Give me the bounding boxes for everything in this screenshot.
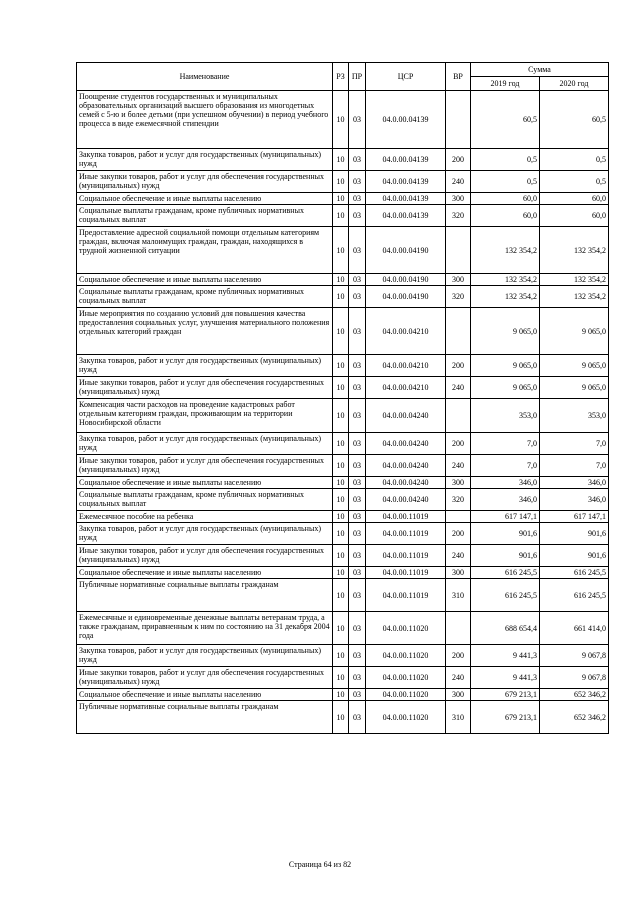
row-rz: 10 [333, 667, 349, 689]
row-name: Закупка товаров, работ и услуг для государственных (муниципальных) нужд [77, 645, 333, 667]
row-pr: 03 [349, 205, 366, 227]
row-sum-2020: 661 414,0 [540, 612, 609, 645]
row-rz: 10 [333, 612, 349, 645]
table-row [77, 205, 609, 227]
row-csr: 04.0.00.04240 [366, 433, 446, 455]
row-sum-2019: 7,0 [471, 455, 540, 477]
row-csr: 04.0.00.04240 [366, 477, 446, 489]
row-vr: 240 [446, 545, 471, 567]
row-sum-2020: 616 245,5 [540, 567, 609, 579]
row-sum-2020: 132 354,2 [540, 286, 609, 308]
row-csr: 04.0.00.04139 [366, 91, 446, 149]
row-csr: 04.0.00.11020 [366, 612, 446, 645]
table-row [77, 91, 609, 149]
row-csr: 04.0.00.11019 [366, 523, 446, 545]
row-sum-2019: 901,6 [471, 523, 540, 545]
row-vr: 200 [446, 645, 471, 667]
row-sum-2019: 9 441,3 [471, 667, 540, 689]
row-sum-2020: 7,0 [540, 433, 609, 455]
row-csr: 04.0.00.11019 [366, 567, 446, 579]
row-sum-2020: 617 147,1 [540, 511, 609, 523]
row-name: Социальные выплаты гражданам, кроме публичных нормативных социальных выплат [77, 489, 333, 511]
page-number: Страница 64 из 82 [288, 860, 352, 869]
row-sum-2019: 7,0 [471, 433, 540, 455]
row-vr: 240 [446, 455, 471, 477]
row-sum-2020: 652 346,2 [540, 701, 609, 734]
table-row [77, 399, 609, 433]
row-vr [446, 511, 471, 523]
table-row [77, 308, 609, 355]
table-row [77, 274, 609, 286]
row-name: Закупка товаров, работ и услуг для государственных (муниципальных) нужд [77, 355, 333, 377]
row-pr: 03 [349, 511, 366, 523]
row-name: Компенсация части расходов на проведение кадастровых работ отдельным категориям граждан, проживающим на территории Новосибирской области [77, 399, 333, 433]
row-vr: 300 [446, 193, 471, 205]
row-sum-2020: 346,0 [540, 477, 609, 489]
row-name: Социальные выплаты гражданам, кроме публичных нормативных социальных выплат [77, 205, 333, 227]
row-vr: 200 [446, 523, 471, 545]
row-pr: 03 [349, 689, 366, 701]
header-row [77, 63, 609, 77]
row-pr: 03 [349, 701, 366, 734]
row-sum-2019: 617 147,1 [471, 511, 540, 523]
row-sum-2020: 652 346,2 [540, 689, 609, 701]
row-csr: 04.0.00.11020 [366, 645, 446, 667]
row-rz: 10 [333, 579, 349, 612]
row-sum-2019: 346,0 [471, 489, 540, 511]
row-pr: 03 [349, 377, 366, 399]
table-row [77, 667, 609, 689]
header-year-2020: 2020 год [540, 77, 609, 91]
row-sum-2020: 9 065,0 [540, 355, 609, 377]
row-csr: 04.0.00.04139 [366, 193, 446, 205]
row-sum-2020: 346,0 [540, 489, 609, 511]
table-row [77, 377, 609, 399]
row-csr: 04.0.00.04240 [366, 399, 446, 433]
row-sum-2019: 679 213,1 [471, 689, 540, 701]
row-sum-2019: 60,0 [471, 193, 540, 205]
row-rz: 10 [333, 399, 349, 433]
row-pr: 03 [349, 567, 366, 579]
row-sum-2019: 679 213,1 [471, 701, 540, 734]
row-rz: 10 [333, 455, 349, 477]
row-name: Закупка товаров, работ и услуг для государственных (муниципальных) нужд [77, 149, 333, 171]
table-row [77, 433, 609, 455]
row-pr: 03 [349, 579, 366, 612]
table-row [77, 511, 609, 523]
row-rz: 10 [333, 523, 349, 545]
row-sum-2019: 132 354,2 [471, 274, 540, 286]
row-sum-2019: 901,6 [471, 545, 540, 567]
row-rz: 10 [333, 567, 349, 579]
row-pr: 03 [349, 612, 366, 645]
table-row [77, 689, 609, 701]
row-name: Публичные нормативные социальные выплаты гражданам [77, 701, 333, 734]
row-name: Иные закупки товаров, работ и услуг для обеспечения государственных (муниципальных) нужд [77, 455, 333, 477]
row-sum-2020: 9 067,8 [540, 645, 609, 667]
budget-table [76, 62, 609, 734]
row-vr: 300 [446, 567, 471, 579]
row-sum-2019: 0,5 [471, 171, 540, 193]
row-sum-2020: 353,0 [540, 399, 609, 433]
table-row [77, 227, 609, 274]
row-rz: 10 [333, 205, 349, 227]
row-sum-2020: 7,0 [540, 455, 609, 477]
table-row [77, 645, 609, 667]
row-rz: 10 [333, 286, 349, 308]
row-csr: 04.0.00.04190 [366, 286, 446, 308]
row-name: Социальные выплаты гражданам, кроме публичных нормативных социальных выплат [77, 286, 333, 308]
row-sum-2019: 132 354,2 [471, 227, 540, 274]
row-sum-2020: 9 065,0 [540, 308, 609, 355]
table-row [77, 612, 609, 645]
row-csr: 04.0.00.04240 [366, 455, 446, 477]
row-rz: 10 [333, 91, 349, 149]
row-vr: 200 [446, 149, 471, 171]
row-csr: 04.0.00.04139 [366, 205, 446, 227]
header-csr: ЦСР [366, 63, 446, 91]
row-name: Ежемесячные и единовременные денежные выплаты ветеранам труда, а также гражданам, приравненным к ним по состоянию на 31 декабря 2004 года [77, 612, 333, 645]
table-row [77, 286, 609, 308]
table-row [77, 567, 609, 579]
row-vr: 300 [446, 477, 471, 489]
header-rz: РЗ [333, 63, 349, 91]
row-csr: 04.0.00.04210 [366, 377, 446, 399]
row-sum-2020: 60,0 [540, 205, 609, 227]
row-rz: 10 [333, 171, 349, 193]
table-row [77, 355, 609, 377]
row-csr: 04.0.00.11019 [366, 579, 446, 612]
row-rz: 10 [333, 511, 349, 523]
row-vr [446, 91, 471, 149]
row-pr: 03 [349, 399, 366, 433]
row-sum-2019: 9 065,0 [471, 377, 540, 399]
row-csr: 04.0.00.04210 [366, 355, 446, 377]
row-name: Социальное обеспечение и иные выплаты населению [77, 567, 333, 579]
table-row [77, 545, 609, 567]
row-csr: 04.0.00.04210 [366, 308, 446, 355]
header-name: Наименование [77, 63, 333, 91]
row-rz: 10 [333, 377, 349, 399]
table-row [77, 455, 609, 477]
row-name: Социальное обеспечение и иные выплаты населению [77, 274, 333, 286]
row-vr: 320 [446, 286, 471, 308]
row-name: Иные мероприятия по созданию условий для повышения качества предоставления социальных услуг, улучшения материального положения отдельных категорий граждан [77, 308, 333, 355]
header-year-2019: 2019 год [471, 77, 540, 91]
table-row [77, 171, 609, 193]
row-sum-2019: 60,0 [471, 205, 540, 227]
row-sum-2019: 616 245,5 [471, 579, 540, 612]
row-sum-2019: 60,5 [471, 91, 540, 149]
row-csr: 04.0.00.11020 [366, 689, 446, 701]
table-row [77, 579, 609, 612]
row-sum-2019: 0,5 [471, 149, 540, 171]
row-rz: 10 [333, 489, 349, 511]
row-sum-2019: 353,0 [471, 399, 540, 433]
row-csr: 04.0.00.11020 [366, 667, 446, 689]
header-vr: ВР [446, 63, 471, 91]
row-pr: 03 [349, 149, 366, 171]
row-sum-2019: 9 065,0 [471, 355, 540, 377]
row-vr: 300 [446, 274, 471, 286]
row-vr: 320 [446, 489, 471, 511]
header-pr: ПР [349, 63, 366, 91]
table-row [77, 477, 609, 489]
row-sum-2020: 9 065,0 [540, 377, 609, 399]
row-sum-2019: 688 654,4 [471, 612, 540, 645]
row-sum-2020: 0,5 [540, 149, 609, 171]
row-rz: 10 [333, 645, 349, 667]
row-sum-2019: 616 245,5 [471, 567, 540, 579]
row-vr: 300 [446, 689, 471, 701]
row-vr: 240 [446, 667, 471, 689]
row-sum-2020: 132 354,2 [540, 274, 609, 286]
row-vr: 240 [446, 171, 471, 193]
row-vr [446, 612, 471, 645]
row-csr: 04.0.00.04139 [366, 171, 446, 193]
header-sum: Сумма [471, 63, 609, 77]
row-pr: 03 [349, 227, 366, 274]
row-rz: 10 [333, 545, 349, 567]
row-name: Поощрение студентов государственных и муниципальных образовательных организаций высшего образования из многодетных семей с 5-ю и более детьми (при успешном обучении) в период учебного процесса в виде ежемесячной стипендии [77, 91, 333, 149]
row-vr: 320 [446, 205, 471, 227]
row-rz: 10 [333, 689, 349, 701]
row-rz: 10 [333, 701, 349, 734]
row-name: Иные закупки товаров, работ и услуг для обеспечения государственных (муниципальных) нужд [77, 667, 333, 689]
row-rz: 10 [333, 227, 349, 274]
row-vr: 240 [446, 377, 471, 399]
row-pr: 03 [349, 455, 366, 477]
row-name: Закупка товаров, работ и услуг для государственных (муниципальных) нужд [77, 433, 333, 455]
row-sum-2019: 9 441,3 [471, 645, 540, 667]
row-rz: 10 [333, 193, 349, 205]
row-rz: 10 [333, 149, 349, 171]
row-sum-2019: 132 354,2 [471, 286, 540, 308]
table-row [77, 701, 609, 734]
row-rz: 10 [333, 355, 349, 377]
row-csr: 04.0.00.04190 [366, 227, 446, 274]
row-name: Иные закупки товаров, работ и услуг для обеспечения государственных (муниципальных) нужд [77, 171, 333, 193]
row-csr: 04.0.00.04190 [366, 274, 446, 286]
row-pr: 03 [349, 433, 366, 455]
row-csr: 04.0.00.11019 [366, 511, 446, 523]
row-csr: 04.0.00.04240 [366, 489, 446, 511]
row-pr: 03 [349, 193, 366, 205]
row-sum-2020: 0,5 [540, 171, 609, 193]
row-name: Иные закупки товаров, работ и услуг для обеспечения государственных (муниципальных) нужд [77, 545, 333, 567]
row-csr: 04.0.00.11020 [366, 701, 446, 734]
row-pr: 03 [349, 274, 366, 286]
row-vr: 310 [446, 579, 471, 612]
row-pr: 03 [349, 645, 366, 667]
row-pr: 03 [349, 477, 366, 489]
table-row [77, 489, 609, 511]
row-name: Социальное обеспечение и иные выплаты населению [77, 689, 333, 701]
row-name: Публичные нормативные социальные выплаты гражданам [77, 579, 333, 612]
row-pr: 03 [349, 355, 366, 377]
row-vr: 200 [446, 433, 471, 455]
row-sum-2020: 60,0 [540, 193, 609, 205]
row-pr: 03 [349, 308, 366, 355]
row-csr: 04.0.00.11019 [366, 545, 446, 567]
row-name: Предоставление адресной социальной помощи отдельным категориям граждан, включая малоимущих граждан, граждан, находящихся в трудной жизненной ситуации [77, 227, 333, 274]
row-pr: 03 [349, 171, 366, 193]
row-pr: 03 [349, 523, 366, 545]
row-vr [446, 399, 471, 433]
row-pr: 03 [349, 286, 366, 308]
row-name: Социальное обеспечение и иные выплаты населению [77, 193, 333, 205]
table-row [77, 149, 609, 171]
row-sum-2020: 901,6 [540, 523, 609, 545]
row-sum-2020: 9 067,8 [540, 667, 609, 689]
table-row [77, 193, 609, 205]
row-name: Иные закупки товаров, работ и услуг для обеспечения государственных (муниципальных) нужд [77, 377, 333, 399]
row-vr [446, 227, 471, 274]
row-vr: 200 [446, 355, 471, 377]
row-rz: 10 [333, 308, 349, 355]
row-csr: 04.0.00.04139 [366, 149, 446, 171]
row-name: Ежемесячное пособие на ребенка [77, 511, 333, 523]
row-rz: 10 [333, 274, 349, 286]
row-name: Закупка товаров, работ и услуг для государственных (муниципальных) нужд [77, 523, 333, 545]
row-vr: 310 [446, 701, 471, 734]
row-sum-2019: 9 065,0 [471, 308, 540, 355]
row-sum-2020: 616 245,5 [540, 579, 609, 612]
row-pr: 03 [349, 545, 366, 567]
row-pr: 03 [349, 489, 366, 511]
row-sum-2020: 132 354,2 [540, 227, 609, 274]
row-name: Социальное обеспечение и иные выплаты населению [77, 477, 333, 489]
row-pr: 03 [349, 667, 366, 689]
table-row [77, 523, 609, 545]
row-pr: 03 [349, 91, 366, 149]
row-sum-2019: 346,0 [471, 477, 540, 489]
row-sum-2020: 901,6 [540, 545, 609, 567]
row-vr [446, 308, 471, 355]
row-sum-2020: 60,5 [540, 91, 609, 149]
row-rz: 10 [333, 477, 349, 489]
row-rz: 10 [333, 433, 349, 455]
